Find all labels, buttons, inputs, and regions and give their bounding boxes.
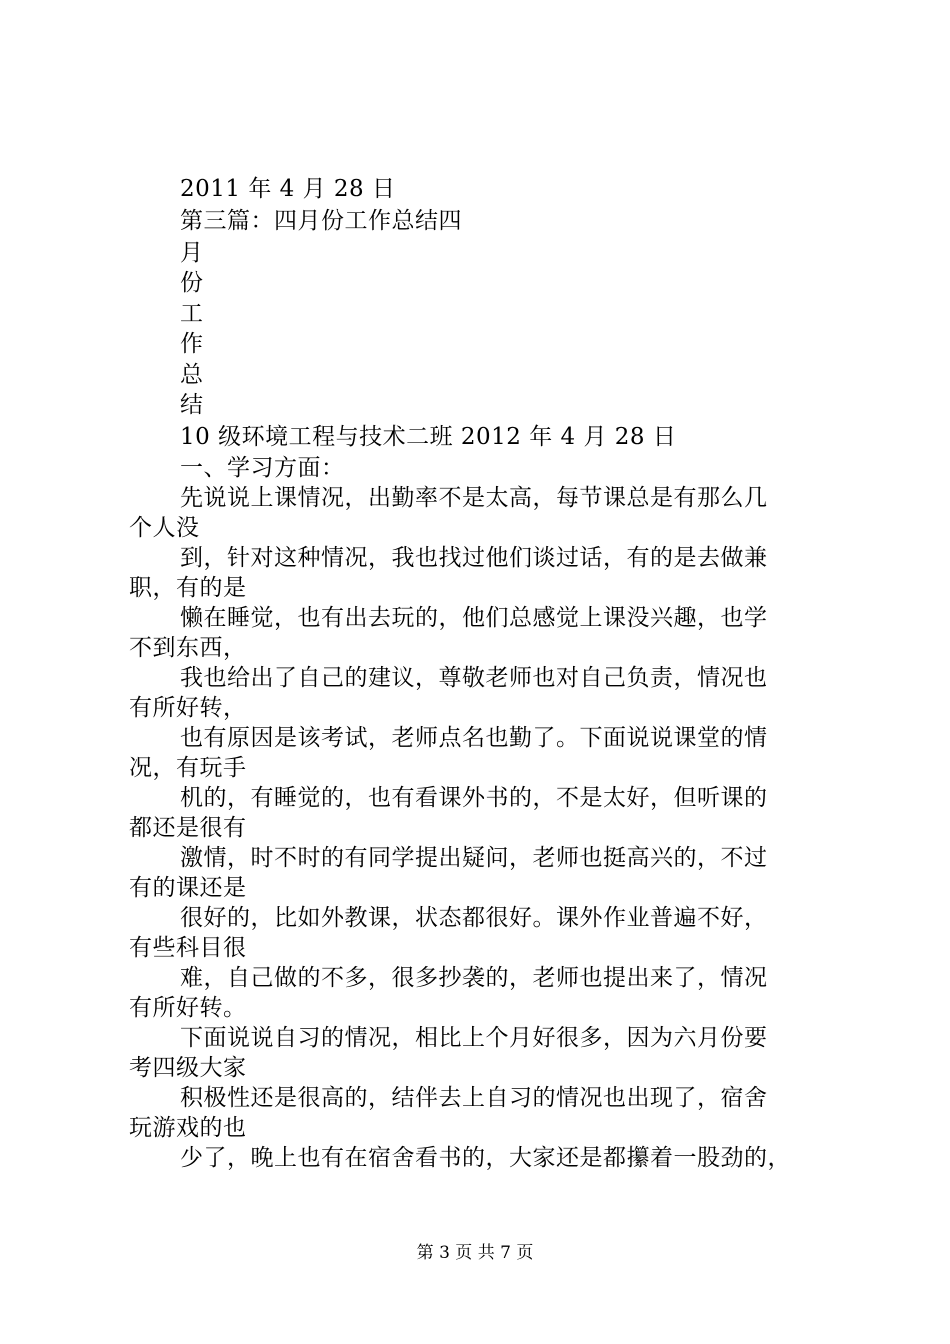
text-line: 作	[180, 331, 204, 357]
text-line: 工	[180, 301, 204, 327]
text-line: 总	[180, 362, 204, 388]
text-line: 激情，时不时的有同学提出疑问，老师也挺高兴的，不过	[180, 845, 768, 871]
text-line: 都还是很有	[129, 815, 247, 841]
text-line: 考四级大家	[129, 1055, 247, 1081]
text-line: 一、学习方面：	[180, 455, 345, 481]
text-line: 我也给出了自己的建议，尊敬老师也对自己负责，情况也	[180, 665, 768, 691]
text-line: 10 级环境工程与技术二班 2012 年 4 月 28 日	[180, 424, 677, 450]
text-line: 2011 年 4 月 28 日	[180, 176, 396, 202]
text-line: 月	[180, 240, 204, 266]
text-line: 懒在睡觉，也有出去玩的，他们总感觉上课没兴趣，也学	[180, 605, 768, 631]
text-line: 玩游戏的也	[129, 1115, 247, 1141]
text-line: 结	[180, 392, 204, 418]
text-line: 有所好转，	[129, 695, 247, 721]
text-line: 到，针对这种情况，我也找过他们谈过话，有的是去做兼	[180, 545, 768, 571]
text-line: 机的，有睡觉的，也有看课外书的，不是太好，但听课的	[180, 785, 768, 811]
text-line: 先说说上课情况，出勤率不是太高，每节课总是有那么几	[180, 485, 768, 511]
text-line: 少了，晚上也有在宿舍看书的，大家还是都攥着一股劲的，	[180, 1145, 791, 1171]
text-line: 个人没	[129, 515, 200, 541]
text-line: 积极性还是很高的，结伴去上自习的情况也出现了，宿舍	[180, 1085, 768, 1111]
text-line: 很好的，比如外教课，状态都很好。课外作业普遍不好，	[180, 905, 768, 931]
page-footer: 第 3 页 共 7 页	[416, 1243, 534, 1263]
text-line: 有些科目很	[129, 935, 247, 961]
text-line: 有的课还是	[129, 875, 247, 901]
text-line: 况，有玩手	[129, 755, 247, 781]
text-line: 份	[180, 270, 204, 296]
text-line: 不到东西，	[129, 635, 247, 661]
text-line: 也有原因是该考试，老师点名也勤了。下面说说课堂的情	[180, 725, 768, 751]
text-line: 难，自己做的不多，很多抄袭的，老师也提出来了，情况	[180, 965, 768, 991]
text-line: 职，有的是	[129, 575, 247, 601]
text-line: 有所好转。	[129, 995, 247, 1021]
text-line: 下面说说自习的情况，相比上个月好很多，因为六月份要	[180, 1025, 768, 1051]
text-line: 第三篇：四月份工作总结四	[180, 208, 462, 234]
